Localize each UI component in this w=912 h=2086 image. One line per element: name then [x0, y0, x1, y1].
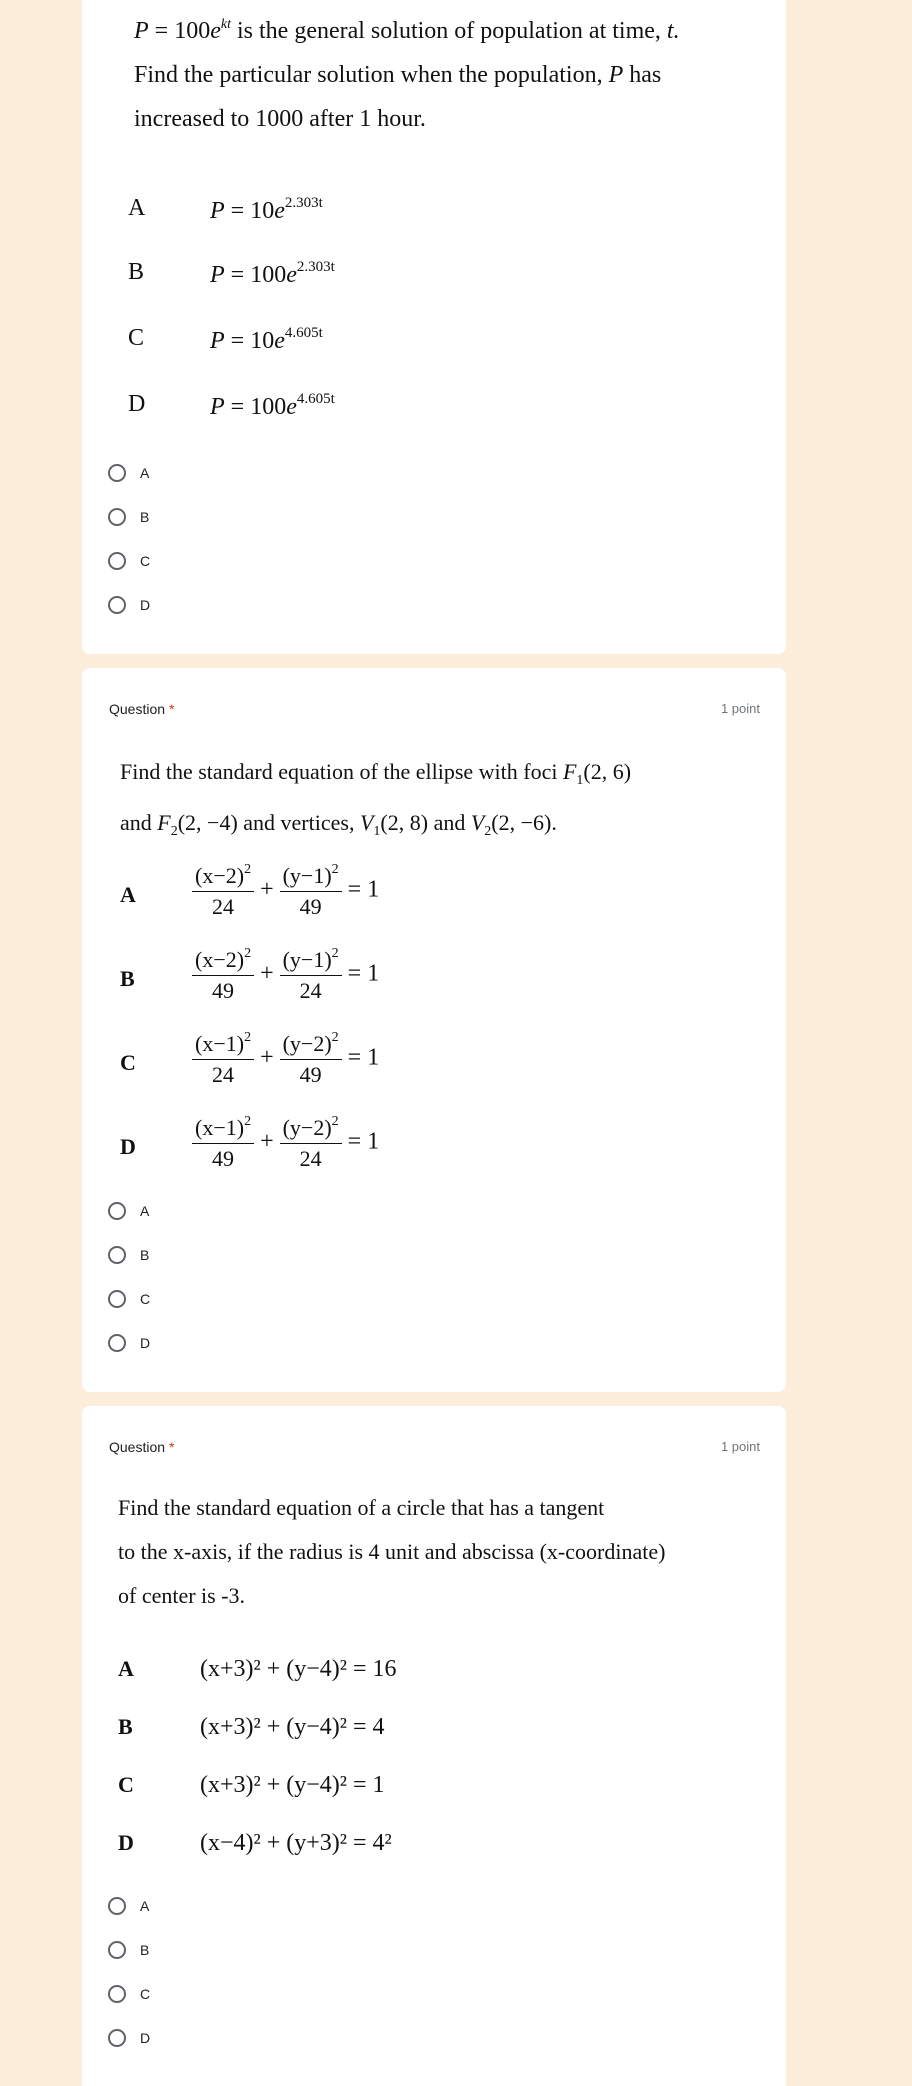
radio-button[interactable]	[108, 508, 126, 526]
q1-option-a[interactable]: A	[108, 460, 149, 486]
q2-option-b[interactable]: B	[108, 1242, 149, 1268]
radio-button[interactable]	[108, 2029, 126, 2047]
question-title: Question *	[109, 701, 175, 717]
radio-button[interactable]	[108, 1290, 126, 1308]
question-2-text: Find the standard equation of the ellipse with foci $F_1(2$, 6) and $F_2(2$, −4) and vertices, $V_1(2$, 8) and $V_2(2$, −6).	[120, 759, 632, 840]
question-card-3: Question * 1 point Find the standard equation of a circle that has a tangent to the x-axis, if the radius is 4 unit and abscissa (x-coordinate) of center is -3. A (x+3)² + (y−4)² = 16 B (x+3)² + (y−4)² = 4 C (x+3)² + (y−4)² = 1 D (x−4)² + (y+3)² = 4²	[82, 1406, 786, 2086]
radio-button[interactable]	[108, 552, 126, 570]
radio-button[interactable]	[108, 1246, 126, 1264]
q3-option-a[interactable]: A	[108, 1893, 149, 1919]
question-title: Question *	[109, 1439, 175, 1455]
radio-button[interactable]	[108, 1202, 126, 1220]
q3-option-b[interactable]: B	[108, 1937, 149, 1963]
q3-option-d[interactable]: D	[108, 2025, 150, 2051]
required-asterisk: *	[168, 701, 175, 717]
q2-option-a[interactable]: A	[108, 1198, 149, 1224]
radio-button[interactable]	[108, 1897, 126, 1915]
required-asterisk: *	[168, 1439, 175, 1455]
radio-button[interactable]	[108, 1334, 126, 1352]
points-label: 1 point	[720, 701, 760, 716]
question-card-2: Question * 1 point Find the standard equation of the ellipse with foci $F_1(2$, 6) and $F_2(2$, −4) and vertices, $V_1(2$, 8) and $V_2(2$, −6). A $\frac{(x-2)^2}{24}$ + $\frac{(y-1)^2}{49}$ = 1 B $\frac{(x-2)^2}{49}$ + $\frac{(y-1)^2}{24}$ = 1 C $\frac{(x-1)^2}{24}$ + $\frac{(y-2)^2}{49}$ = 1 D $\frac{(x-1)^2}{49}$ + $\frac{(y-2)^2}{24}$ = 1	[82, 668, 786, 1392]
question-1-text: $P = 100e^{kt}$ is the general solution of population at time, t. Find the particular solution when the population, P has increased to 1000 after 1 hour.	[134, 17, 680, 132]
q2-option-c[interactable]: C	[108, 1286, 150, 1312]
points-label: 1 point	[720, 1439, 760, 1454]
question-card-1: $P = 100e^{kt}$ is the general solution of population at time, t. Find the particular solution when the population, P has increased to 1000 after 1 hour. A $P = 10e^{2.303t}$ B $P = 100e^{2.303t}$ C $P = 10e^{4.605t}$ D $P = 100e^{4.605t}$	[82, 0, 786, 654]
question-3-text: Find the standard equation of a circle that has a tangent to the x-axis, if the radius is 4 unit and abscissa (x-coordinate) of center is -3.	[118, 1495, 666, 1608]
radio-button[interactable]	[108, 596, 126, 614]
q1-option-d[interactable]: D	[108, 592, 150, 618]
q3-option-c[interactable]: C	[108, 1981, 150, 2007]
radio-button[interactable]	[108, 1941, 126, 1959]
radio-button[interactable]	[108, 1985, 126, 2003]
radio-button[interactable]	[108, 464, 126, 482]
q1-option-b[interactable]: B	[108, 504, 149, 530]
q2-option-d[interactable]: D	[108, 1330, 150, 1356]
q1-option-c[interactable]: C	[108, 548, 150, 574]
